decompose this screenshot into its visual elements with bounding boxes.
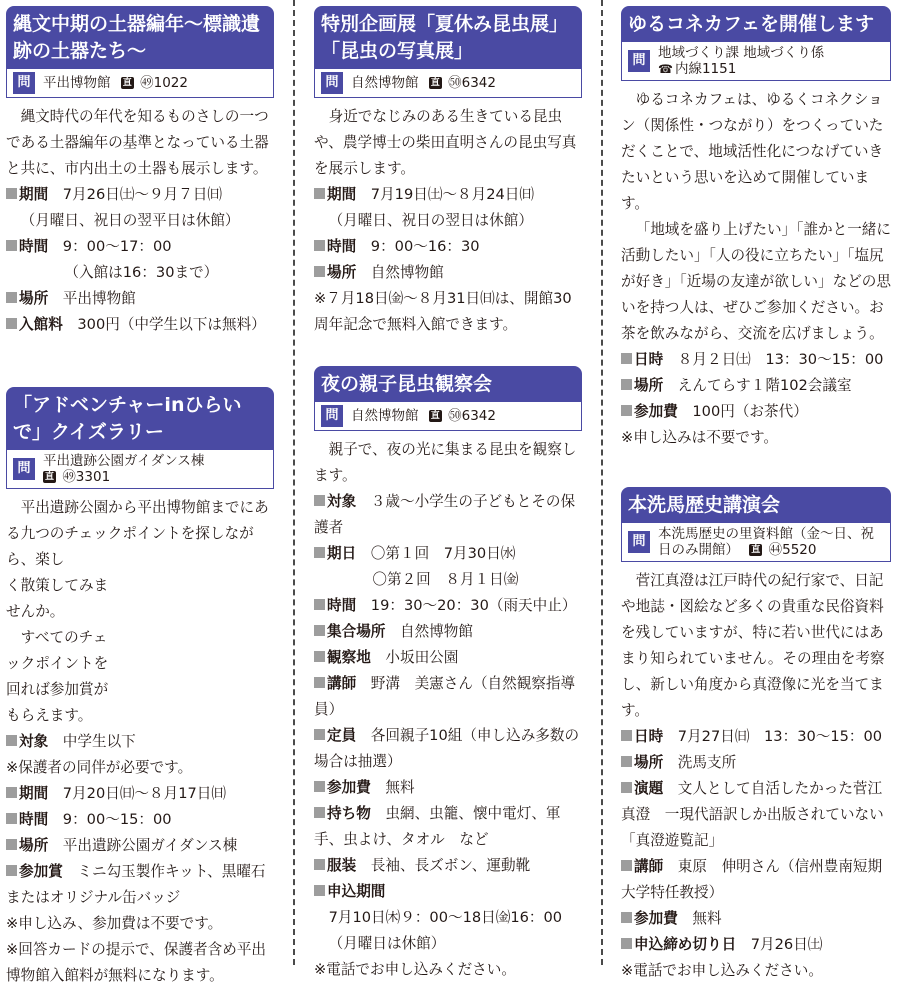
detail-datetime: 日時 7月27日㈰ 13：30～15：00 [621,724,891,750]
detail-note: ※保護者の同伴が必要です。 [6,759,193,776]
article-body [314,437,582,983]
detail-application-note: （月曜日は休館） [328,935,446,952]
article-paragraph: 親子で、夜の光に集まる昆虫を観察します。 [314,441,577,484]
detail-target: 対象 中学生以下 [6,729,274,755]
detail-note: ※７月18日㈮～８月31日㈰は、開館30周年記念で無料入館できます。 [314,290,572,333]
article-paragraph: 菅江真澄は江戸時代の紀行家で、日記や地誌・図絵など多くの貴重な民俗資料を残していますが、特に若い世代にはあまり知られていません。その理由を考察し、新しい角度から真澄像に光を当てます。 [621,572,885,719]
contact-name: 平出遺跡公園ガイダンス棟 [43,453,205,469]
inquiry-icon: 問 [628,531,650,553]
article-title: 縄文中期の土器編年～標識遺跡の土器たち～ [6,6,274,69]
detail-belongings: 持ち物 虫網、虫籠、懐中電灯、軍手、虫よけ、タオル など [314,805,561,848]
contact-box [314,69,582,98]
detail-application-dates: 7月10日㈭９：00～18日㈮16：00 [328,909,563,926]
detail-fee: 入館料 300円（中学生以下は無料） [6,312,274,338]
article-text-line: 平出遺跡公園から平出博物館までにある九つのチェックポイントを探しながら、楽し [6,499,269,568]
article-jomon-pottery [6,6,274,338]
contact-box [621,523,891,562]
detail-time-note: （入館は16：30まで） [64,264,219,281]
article-paragraph: ゆるコネカフェは、ゆるくコネクション（関係性・つながり）をつくっていただくことで、地域活性化につなげていきたいという思いを込めて開催しています。 [621,91,884,212]
contact-phone: ㊹5520 [768,542,817,558]
detail-period: 期間 7月19日㈯～８月24日㈰ [314,182,582,208]
detail-target: 対象 ３歳～小学生の子どもとその保護者 [314,493,576,536]
contact-name: 自然博物館 [351,408,419,424]
detail-place: 場所 平出博物館 [6,286,274,312]
detail-period-note: （月曜日、祝日の翌平日は休館） [20,212,240,229]
detail-time: 時間 9：00～15：00 [6,807,274,833]
article-text-line: もらえます。 [6,707,93,724]
detail-fee: 参加費 100円（お茶代） [621,399,891,425]
article-body [6,495,274,989]
article-yurukone-cafe [621,6,891,451]
contact-name: 本洗馬歴史の里資料館（金～日、祝日のみ開館） [658,526,874,558]
contact-box [6,69,274,98]
detail-meeting-place: 集合場所 自然博物館 [314,619,582,645]
contact-name: 自然博物館 [351,75,419,91]
contact-box [6,450,274,489]
detail-fee: 参加費 無料 [621,906,891,932]
detail-topic: 演題 文人として自活したかった菅江真澄 一現代語訳しか出版されていない「真澄遊覧記」 [621,780,884,849]
inquiry-icon: 問 [13,458,35,480]
contact-box [621,42,891,81]
detail-deadline: 申込締め切り日 7月26日㈯ [621,932,891,958]
detail-period: 期間 7月26日㈯～９月７日㈰ [6,182,274,208]
inquiry-icon: 問 [321,72,343,94]
detail-date-second: 〇第２回 ８月１日㈮ [372,571,519,588]
detail-time: 時間 19：30～20：30（雨天中止） [314,593,582,619]
detail-period: 期間 7月20日㈰～８月17日㈰ [6,781,274,807]
detail-place: 場所 洗馬支所 [621,750,891,776]
inquiry-icon: 問 [321,405,343,427]
contact-name: 平出博物館 [43,75,111,91]
article-paragraph: 「地域を盛り上げたい」「誰かと一緒に活動したい」「人の役に立ちたい」「塩尻が好き」「近場の友達が欲しい」などの思いを持つ人は、ぜひご参加ください。お茶を飲みながら、交流を広げましょう。 [621,221,891,342]
article-motoseba-lecture [621,487,891,984]
inquiry-icon: 問 [13,72,35,94]
detail-period-note: （月曜日、祝日の翌日は休館） [328,212,533,229]
detail-place: 場所 自然博物館 [314,260,582,286]
column-divider [293,0,295,965]
detail-note: ※回答カードの提示で、保護者含め平出博物館入館料が無料になります。 [6,941,267,984]
detail-time: 時間 9：00～16：30 [314,234,582,260]
article-paragraph: 縄文時代の年代を知るものさしの一つである土器編年の基準となっている土器と共に、市内出土の土器も展示します。 [6,108,269,177]
contact-phone: ㊾3301 [62,469,111,485]
detail-date: 期日 〇第１回 7月30日㈬ [314,541,582,567]
contact-name: 地域づくり課 地域づくり係 [658,45,825,61]
detail-place: 場所 えんてらす１階102会議室 [621,373,891,399]
detail-time: 時間 9：00～17：00 [6,234,274,260]
contact-phone: ㊿6342 [448,408,496,424]
article-title: ゆるコネカフェを開催します [621,6,891,42]
detail-instructor: 講師 野溝 美憲さん（自然観察指導員） [314,675,576,718]
contact-phone: ㊾1022 [140,75,188,91]
telephone-icon: ☎ [658,62,673,76]
detail-place: 場所 平出遺跡公園ガイダンス棟 [6,833,274,859]
detail-note: ※電話でお申し込みください。 [314,961,516,978]
contact-phone: ㊿6342 [448,75,496,91]
detail-note: ※電話でお申し込みください。 [621,962,823,979]
article-text-line: 回れば参加賞が [6,681,109,698]
detail-note: ※申し込み、参加費は不要です。 [6,915,223,932]
article-night-insect-watch [314,366,582,983]
direct-line-icon: 直 [430,411,440,421]
contact-phone: 内線1151 [674,61,737,77]
article-text-line: ックポイントを [6,655,109,672]
article-text-line: すべてのチェ [20,629,108,646]
detail-prize: 参加賞 ミニ勾玉製作キット、黒曜石またはオリジナル缶バッジ [6,863,266,906]
column-divider [601,0,603,965]
article-text-line: く散策してみま [6,577,109,594]
detail-application-period: 申込期間 [314,879,582,905]
direct-line-icon: 直 [430,78,440,88]
article-paragraph: 身近でなじみのある生きている昆虫や、農学博士の柴田直明さんの昆虫写真を展示します。 [314,108,577,177]
article-text-line: せんか。 [6,603,65,620]
article-quiz-rally [6,387,274,989]
detail-clothing: 服装 長袖、長ズボン、運動靴 [314,853,582,879]
article-title: 特別企画展「夏休み昆虫展」「昆虫の写真展」 [314,6,582,69]
detail-datetime: 日時 ８月２日㈯ 13：30～15：00 [621,347,891,373]
contact-box [314,402,582,431]
direct-line-icon: 直 [751,545,761,555]
detail-note: ※申し込みは不要です。 [621,429,778,446]
direct-line-icon: 直 [122,78,132,88]
detail-lecturer: 講師 東原 伸明さん（信州豊南短期大学特任教授） [621,858,883,901]
article-title: 本洗馬歴史講演会 [621,487,891,523]
detail-capacity: 定員 各回親子10組（申し込み多数の場合は抽選） [314,727,580,770]
article-body [621,568,891,984]
article-body [314,104,582,338]
direct-line-icon: 直 [45,472,55,482]
detail-observation-site: 観察地 小坂田公園 [314,645,582,671]
article-title: 夜の親子昆虫観察会 [314,366,582,402]
article-title: 「アドベンチャーinひらいで」クイズラリー [6,387,274,450]
article-body [621,87,891,451]
article-insect-exhibition [314,6,582,338]
article-body [6,104,274,338]
detail-fee: 参加費 無料 [314,775,582,801]
inquiry-icon: 問 [628,50,650,72]
